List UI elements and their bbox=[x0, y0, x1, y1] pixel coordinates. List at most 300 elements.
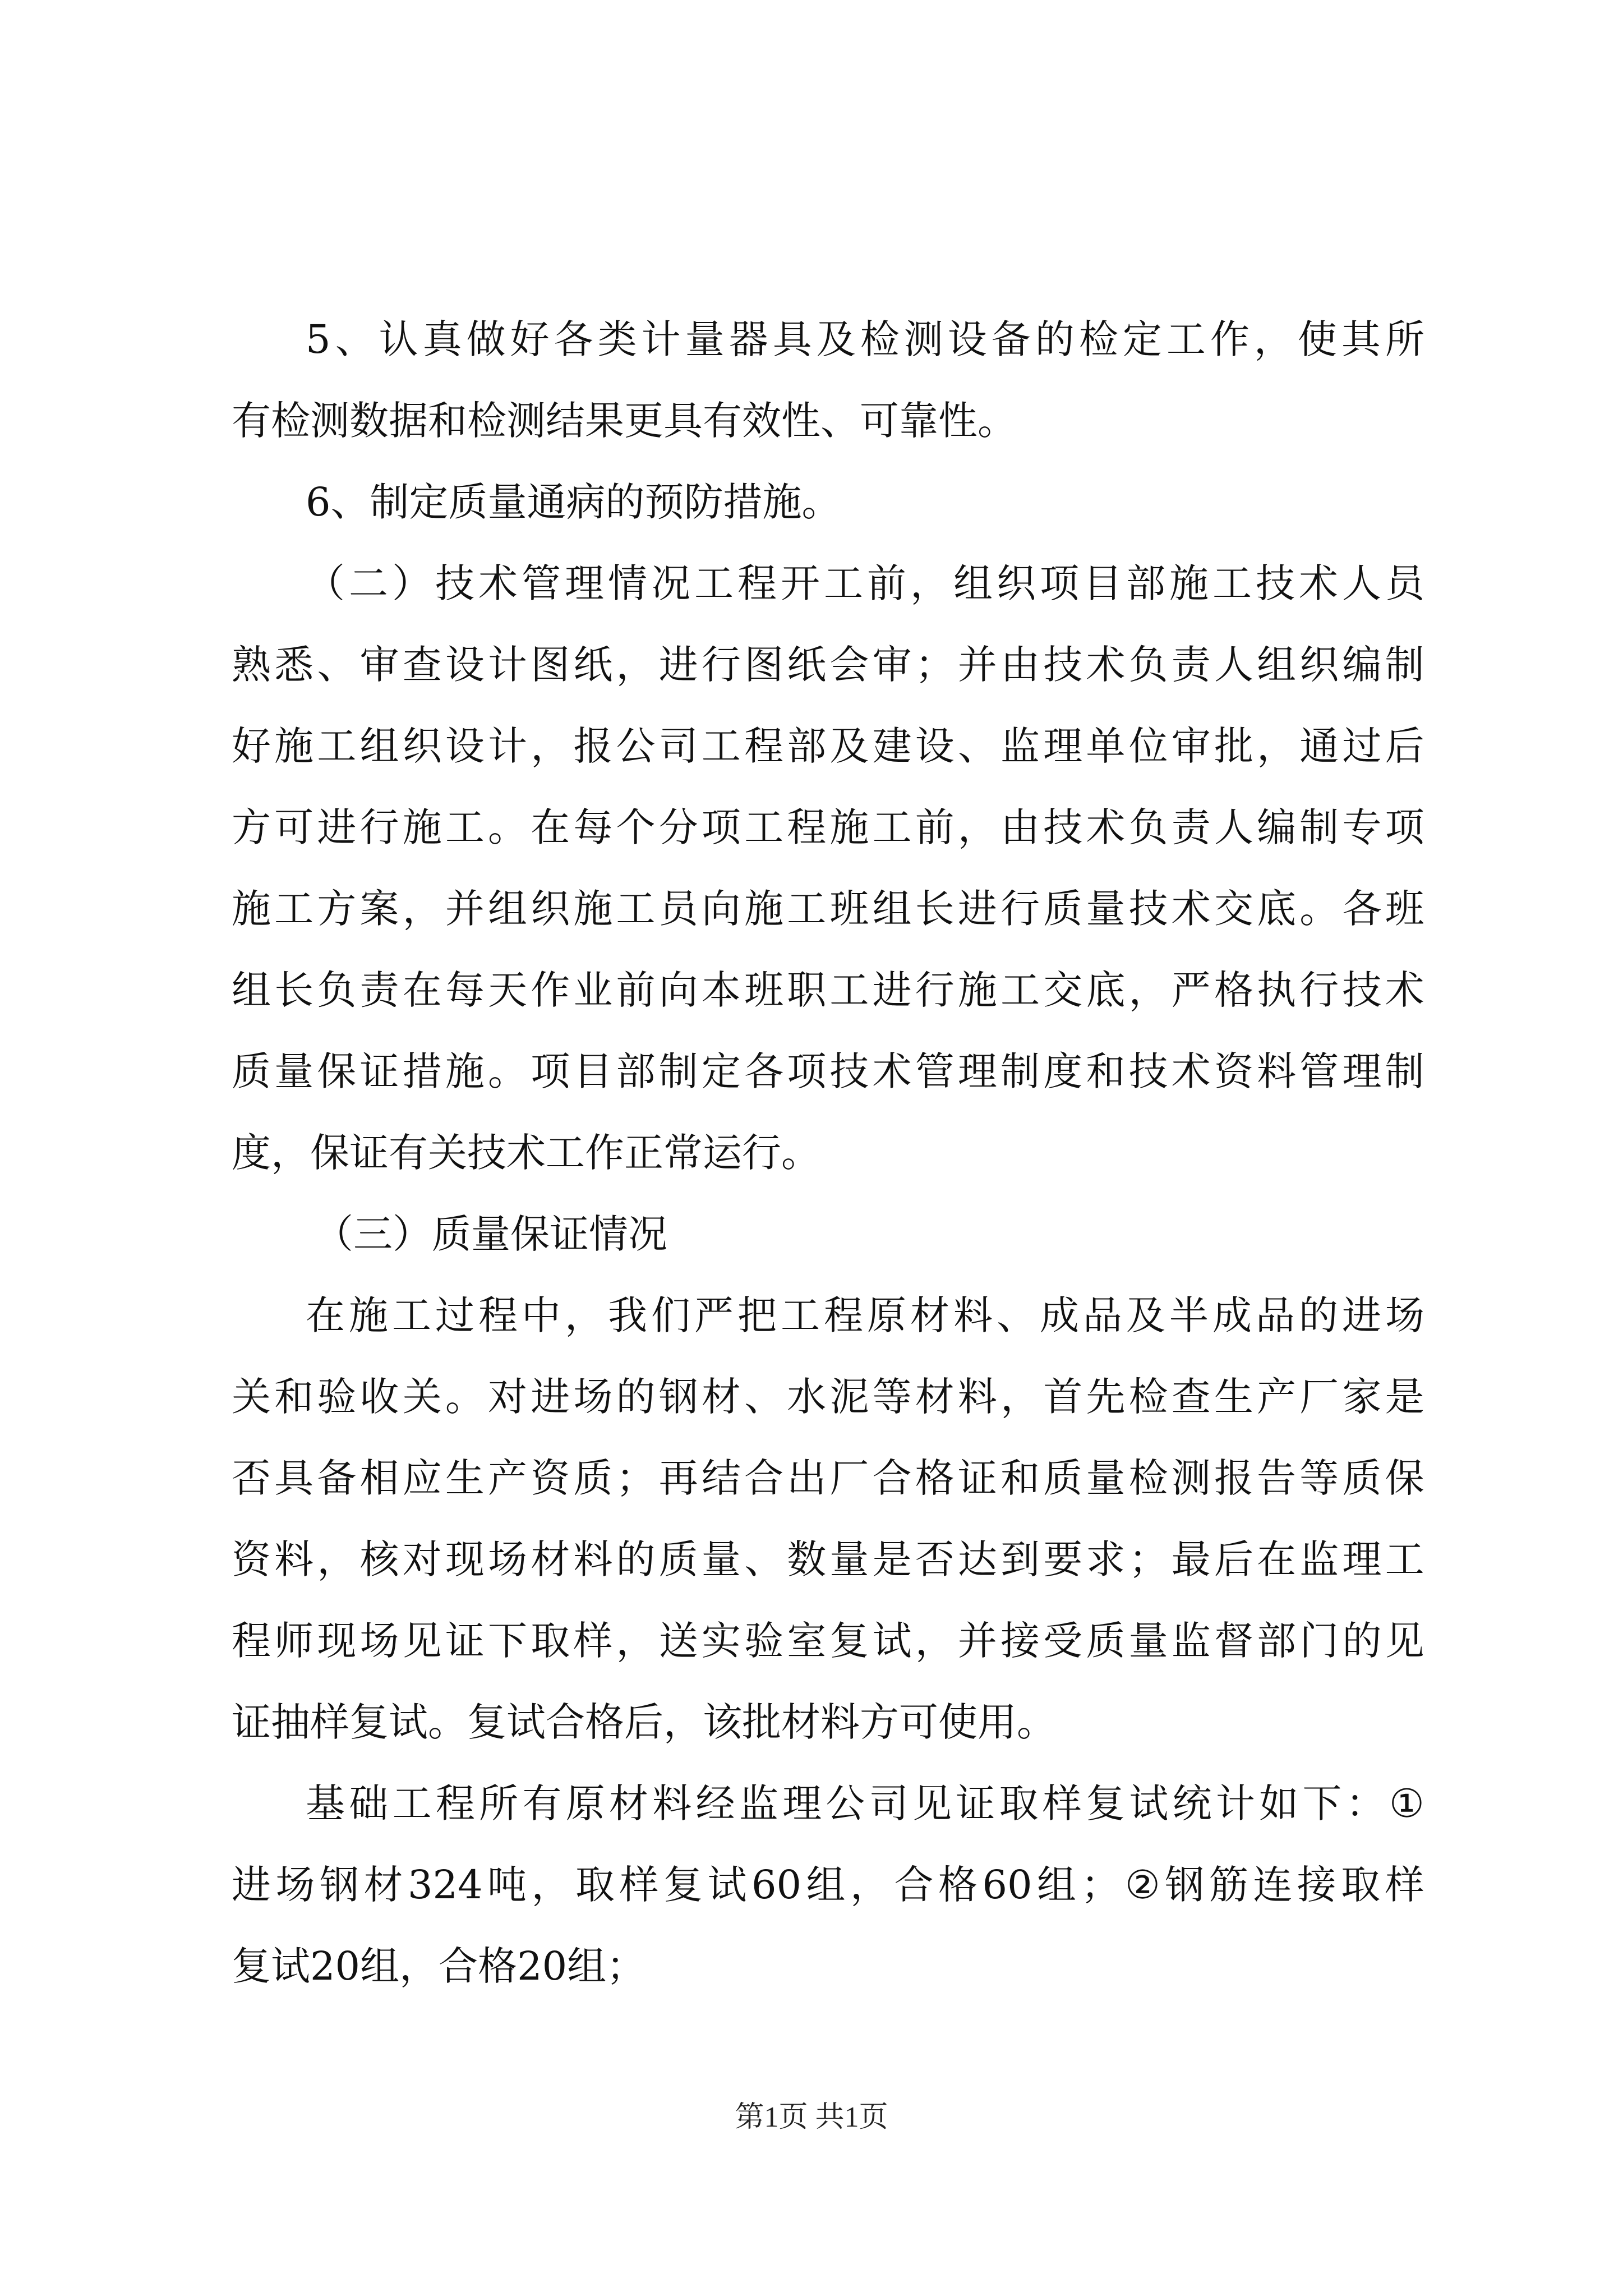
glyph: 试 bbox=[1129, 1780, 1169, 1826]
glyph: 理 bbox=[957, 1048, 997, 1094]
glyph: 建 bbox=[872, 723, 912, 769]
glyph: 设 bbox=[445, 723, 485, 769]
glyph: 。 bbox=[1299, 886, 1339, 932]
glyph: 连 bbox=[1253, 1862, 1293, 1908]
glyph: 否 bbox=[915, 1536, 955, 1582]
glyph: ， bbox=[616, 1618, 656, 1664]
glyph: 证 bbox=[359, 1048, 399, 1094]
glyph: ② bbox=[1124, 1862, 1160, 1908]
glyph: 工 bbox=[1212, 560, 1252, 606]
glyph: 施 bbox=[957, 967, 997, 1013]
glyph: 术 bbox=[1171, 1048, 1211, 1094]
glyph: 及 bbox=[1126, 1292, 1165, 1338]
glyph: 原 bbox=[867, 1292, 906, 1338]
glyph: 施 bbox=[402, 804, 442, 850]
glyph: 部 bbox=[616, 1048, 656, 1094]
glyph: 收 bbox=[359, 1374, 399, 1420]
glyph: 天 bbox=[488, 967, 528, 1013]
glyph: 检 bbox=[1128, 1374, 1168, 1420]
glyph: 管 bbox=[1299, 1048, 1339, 1094]
glyph: 理 bbox=[1043, 723, 1083, 769]
glyph: ， bbox=[531, 1862, 571, 1908]
text-line bbox=[232, 1029, 1424, 1114]
glyph: 核 bbox=[359, 1536, 399, 1582]
glyph: 组 bbox=[953, 560, 993, 606]
glyph: 如 bbox=[1259, 1780, 1299, 1826]
glyph: 量 bbox=[274, 1048, 314, 1094]
glyph: 样 bbox=[1385, 1862, 1424, 1908]
glyph: 织 bbox=[997, 560, 1036, 606]
glyph: 格 bbox=[938, 1862, 978, 1908]
glyph: 器 bbox=[728, 316, 768, 362]
text-line bbox=[232, 785, 1424, 869]
glyph: 泥 bbox=[829, 1374, 869, 1420]
glyph: ； bbox=[1128, 1536, 1168, 1582]
glyph: 的 bbox=[616, 1536, 656, 1582]
glyph: 应 bbox=[402, 1455, 442, 1501]
glyph: 制 bbox=[1000, 1048, 1040, 1094]
glyph: 60 bbox=[982, 1862, 1032, 1908]
glyph: 格 bbox=[1214, 967, 1253, 1013]
glyph: 查 bbox=[1171, 1374, 1211, 1420]
glyph: 组 bbox=[872, 886, 912, 932]
glyph: 相 bbox=[359, 1455, 399, 1501]
glyph: 程 bbox=[744, 723, 784, 769]
glyph: 工 bbox=[701, 723, 741, 769]
glyph: 监 bbox=[1299, 1536, 1339, 1582]
glyph: 量 bbox=[1086, 1455, 1126, 1501]
glyph: 程 bbox=[787, 804, 827, 850]
glyph: 单 bbox=[1086, 723, 1126, 769]
glyph: 取 bbox=[531, 1618, 570, 1664]
glyph: 。 bbox=[445, 1374, 485, 1420]
glyph: 求 bbox=[1086, 1536, 1126, 1582]
glyph: 要 bbox=[1043, 1536, 1083, 1582]
glyph: 由 bbox=[1000, 804, 1040, 850]
glyph: 格 bbox=[915, 1455, 955, 1501]
glyph: 工 bbox=[872, 804, 912, 850]
glyph: 材 bbox=[363, 1862, 403, 1908]
glyph: 钢 bbox=[658, 1374, 698, 1420]
glyph: 技 bbox=[1128, 1048, 1168, 1094]
glyph: ， bbox=[531, 723, 570, 769]
glyph: 业 bbox=[573, 967, 613, 1013]
glyph: 工 bbox=[1000, 967, 1040, 1013]
glyph: 可 bbox=[274, 804, 314, 850]
glyph: 测 bbox=[1171, 1455, 1211, 1501]
glyph: 在 bbox=[531, 804, 570, 850]
glyph: 司 bbox=[658, 723, 698, 769]
glyph: 生 bbox=[445, 1455, 485, 1501]
glyph: 认 bbox=[379, 316, 418, 362]
glyph: 员 bbox=[1385, 560, 1424, 606]
glyph: 组 bbox=[1037, 1862, 1076, 1908]
glyph: 术 bbox=[1171, 886, 1211, 932]
glyph: 过 bbox=[1342, 723, 1382, 769]
glyph: 责 bbox=[1171, 804, 1211, 850]
glyph: 通 bbox=[1299, 723, 1339, 769]
glyph: 样 bbox=[573, 1618, 613, 1664]
glyph: 试 bbox=[707, 1862, 747, 1908]
glyph: 接 bbox=[1000, 1618, 1040, 1664]
glyph: 定 bbox=[701, 1048, 741, 1094]
glyph: 组 bbox=[806, 1862, 846, 1908]
glyph: 术 bbox=[1086, 804, 1126, 850]
glyph: 检 bbox=[1128, 1455, 1168, 1501]
glyph: 计 bbox=[641, 316, 681, 362]
glyph: 制 bbox=[1385, 642, 1424, 688]
glyph: 由 bbox=[1000, 642, 1040, 688]
glyph: 、 bbox=[335, 316, 375, 362]
glyph: 取 bbox=[575, 1862, 615, 1908]
glyph: 纸 bbox=[787, 642, 827, 688]
glyph: 进 bbox=[232, 1862, 271, 1908]
glyph: 下 bbox=[1302, 1780, 1342, 1826]
glyph: 并 bbox=[445, 886, 485, 932]
glyph: 证 bbox=[445, 1618, 485, 1664]
glyph: ） bbox=[392, 560, 431, 606]
glyph: 质 bbox=[232, 1048, 271, 1094]
glyph: 本 bbox=[701, 967, 741, 1013]
glyph: 向 bbox=[701, 886, 741, 932]
glyph: 试 bbox=[872, 1618, 912, 1664]
glyph: 进 bbox=[317, 804, 357, 850]
glyph: 的 bbox=[1035, 316, 1075, 362]
text-line: 度，保证有关技术工作正常运行。 bbox=[232, 1130, 820, 1176]
glyph: 底 bbox=[1086, 967, 1126, 1013]
glyph: 和 bbox=[1086, 1048, 1126, 1094]
glyph: 监 bbox=[1000, 723, 1040, 769]
glyph: 、 bbox=[957, 723, 997, 769]
glyph: 况 bbox=[651, 560, 690, 606]
glyph: 现 bbox=[317, 1618, 357, 1664]
text-line: 有检测数据和检测结果更具有效性、可靠性。 bbox=[232, 398, 1017, 444]
glyph: 好 bbox=[232, 723, 271, 769]
glyph: 把 bbox=[737, 1292, 777, 1338]
glyph: 下 bbox=[488, 1618, 528, 1664]
glyph: 分 bbox=[658, 804, 698, 850]
glyph: 部 bbox=[787, 723, 827, 769]
glyph: 工 bbox=[445, 804, 485, 850]
glyph: 设 bbox=[947, 316, 987, 362]
glyph: 管 bbox=[915, 1048, 955, 1094]
glyph: 的 bbox=[1299, 1292, 1338, 1338]
glyph: 监 bbox=[739, 1780, 778, 1826]
glyph: 计 bbox=[1215, 1780, 1255, 1826]
glyph: 项 bbox=[787, 1048, 827, 1094]
glyph: 人 bbox=[1214, 804, 1253, 850]
glyph: 并 bbox=[957, 642, 997, 688]
glyph: 量 bbox=[829, 1536, 869, 1582]
glyph: 资 bbox=[531, 1455, 570, 1501]
glyph: 复 bbox=[1086, 1780, 1126, 1826]
glyph: 施 bbox=[274, 723, 314, 769]
glyph: 材 bbox=[915, 1374, 955, 1420]
glyph: 材 bbox=[701, 1374, 741, 1420]
glyph: 首 bbox=[1043, 1374, 1083, 1420]
glyph: 项 bbox=[1040, 560, 1079, 606]
glyph: 理 bbox=[565, 560, 604, 606]
glyph: 受 bbox=[1043, 1618, 1083, 1664]
glyph: 设 bbox=[445, 642, 485, 688]
glyph: 后 bbox=[1385, 723, 1424, 769]
text-line bbox=[306, 1273, 1424, 1358]
glyph: 原 bbox=[565, 1780, 605, 1826]
glyph: 组 bbox=[232, 967, 271, 1013]
glyph: 底 bbox=[1257, 886, 1297, 932]
glyph: 场 bbox=[359, 1618, 399, 1664]
glyph: 交 bbox=[1043, 967, 1083, 1013]
glyph: 职 bbox=[787, 967, 827, 1013]
glyph: ① bbox=[1389, 1780, 1424, 1826]
glyph: 行 bbox=[915, 967, 955, 1013]
glyph: 好 bbox=[510, 316, 550, 362]
glyph: 图 bbox=[531, 642, 570, 688]
glyph: 实 bbox=[701, 1618, 741, 1664]
glyph: 术 bbox=[872, 1048, 912, 1094]
glyph: 个 bbox=[616, 804, 656, 850]
glyph: 管 bbox=[522, 560, 561, 606]
glyph: ： bbox=[1345, 1780, 1385, 1826]
glyph: 部 bbox=[1257, 1618, 1297, 1664]
glyph: 进 bbox=[872, 967, 912, 1013]
glyph: 门 bbox=[1299, 1618, 1339, 1664]
glyph: 其 bbox=[1341, 316, 1381, 362]
glyph: 工 bbox=[1385, 1536, 1424, 1582]
glyph: 过 bbox=[435, 1292, 474, 1338]
glyph: 熟 bbox=[232, 642, 271, 688]
glyph: 备 bbox=[991, 316, 1031, 362]
glyph: 关 bbox=[402, 1374, 442, 1420]
glyph: 员 bbox=[658, 886, 698, 932]
glyph: 行 bbox=[1000, 886, 1040, 932]
glyph: 施 bbox=[744, 886, 784, 932]
glyph: 行 bbox=[701, 642, 741, 688]
glyph: 保 bbox=[1385, 1455, 1424, 1501]
glyph: 纸 bbox=[573, 642, 613, 688]
glyph: 的 bbox=[616, 1374, 656, 1420]
glyph: ， bbox=[850, 1862, 889, 1908]
glyph: 进 bbox=[531, 1374, 570, 1420]
text-line: 证抽样复试。复试合格后，该批材料方可使用。 bbox=[232, 1699, 1056, 1745]
glyph: 量 bbox=[685, 316, 725, 362]
glyph: 见 bbox=[912, 1780, 952, 1826]
glyph: 质 bbox=[1043, 886, 1083, 932]
glyph: 技 bbox=[829, 1048, 869, 1094]
glyph: 品 bbox=[1256, 1292, 1295, 1338]
glyph: 织 bbox=[402, 723, 442, 769]
glyph: 长 bbox=[915, 886, 955, 932]
glyph: 师 bbox=[274, 1618, 314, 1664]
glyph: 定 bbox=[1122, 316, 1162, 362]
glyph: ， bbox=[616, 642, 656, 688]
glyph: 钢 bbox=[319, 1862, 359, 1908]
glyph: 验 bbox=[317, 1374, 357, 1420]
glyph: 班 bbox=[829, 886, 869, 932]
glyph: 制 bbox=[1385, 1048, 1424, 1094]
glyph: 场 bbox=[573, 1374, 613, 1420]
glyph: ， bbox=[565, 1292, 604, 1338]
text-line bbox=[232, 1436, 1424, 1520]
glyph: 向 bbox=[658, 967, 698, 1013]
glyph: 进 bbox=[1342, 1292, 1381, 1338]
glyph: 行 bbox=[359, 804, 399, 850]
glyph: ， bbox=[1000, 1374, 1040, 1420]
glyph: 案 bbox=[359, 886, 399, 932]
glyph: 严 bbox=[1171, 967, 1211, 1013]
glyph: ， bbox=[957, 804, 997, 850]
glyph: 并 bbox=[957, 1618, 997, 1664]
glyph: 场 bbox=[275, 1862, 315, 1908]
text-line bbox=[306, 1761, 1424, 1846]
glyph: 施 bbox=[349, 1292, 388, 1338]
text-line: 复试20组，合格20组； bbox=[232, 1943, 646, 1989]
glyph: 真 bbox=[422, 316, 462, 362]
glyph: 量 bbox=[701, 1536, 741, 1582]
glyph: 基 bbox=[306, 1780, 345, 1826]
glyph: 接 bbox=[1297, 1862, 1336, 1908]
glyph: ， bbox=[915, 1618, 955, 1664]
glyph: 工 bbox=[274, 886, 314, 932]
glyph: 再 bbox=[658, 1455, 698, 1501]
glyph: 生 bbox=[1214, 1374, 1253, 1420]
glyph: 是 bbox=[872, 1536, 912, 1582]
glyph: 方 bbox=[317, 886, 357, 932]
glyph: 工 bbox=[744, 804, 784, 850]
glyph: 组 bbox=[359, 723, 399, 769]
text-line bbox=[232, 623, 1424, 707]
text-line: 6、制定质量通病的预防措施。 bbox=[306, 479, 841, 525]
glyph: 半 bbox=[1169, 1292, 1209, 1338]
glyph: 先 bbox=[1086, 1374, 1126, 1420]
glyph: 设 bbox=[915, 723, 955, 769]
glyph: 筋 bbox=[1209, 1862, 1248, 1908]
glyph: 我 bbox=[608, 1292, 647, 1338]
glyph: 质 bbox=[1342, 1455, 1382, 1501]
glyph: 见 bbox=[402, 1618, 442, 1664]
glyph: 钢 bbox=[1165, 1862, 1205, 1908]
glyph: 审 bbox=[1171, 723, 1211, 769]
glyph: 取 bbox=[1341, 1862, 1381, 1908]
glyph: 作 bbox=[1210, 316, 1249, 362]
glyph: 进 bbox=[957, 886, 997, 932]
glyph: 合 bbox=[894, 1862, 934, 1908]
glyph: 使 bbox=[1297, 316, 1337, 362]
glyph: 行 bbox=[1299, 967, 1339, 1013]
glyph: 二 bbox=[349, 560, 388, 606]
text-line bbox=[232, 867, 1424, 951]
glyph: 项 bbox=[531, 1048, 570, 1094]
page-footer: 第1页 共1页 bbox=[735, 2101, 888, 2133]
glyph: 备 bbox=[317, 1455, 357, 1501]
glyph: 在 bbox=[402, 967, 442, 1013]
glyph: 报 bbox=[1214, 1455, 1253, 1501]
glyph: 交 bbox=[1214, 886, 1253, 932]
glyph: 成 bbox=[1040, 1292, 1079, 1338]
glyph: 制 bbox=[1299, 804, 1339, 850]
glyph: 班 bbox=[1385, 886, 1424, 932]
glyph: 质 bbox=[1086, 1618, 1126, 1664]
glyph: 作 bbox=[531, 967, 570, 1013]
glyph: 各 bbox=[744, 1048, 784, 1094]
glyph: 品 bbox=[1083, 1292, 1122, 1338]
glyph: 项 bbox=[1385, 804, 1424, 850]
glyph: ， bbox=[402, 886, 442, 932]
glyph: 做 bbox=[466, 316, 506, 362]
glyph: 技 bbox=[1128, 886, 1168, 932]
glyph: 合 bbox=[744, 1455, 784, 1501]
glyph: 证 bbox=[957, 1455, 997, 1501]
glyph: 关 bbox=[232, 1374, 271, 1420]
glyph: 程 bbox=[824, 1292, 863, 1338]
glyph: 长 bbox=[274, 967, 314, 1013]
glyph: 措 bbox=[402, 1048, 442, 1094]
glyph: 技 bbox=[1342, 967, 1382, 1013]
glyph: 出 bbox=[787, 1455, 827, 1501]
glyph: 各 bbox=[1342, 886, 1382, 932]
glyph: 责 bbox=[1171, 642, 1211, 688]
glyph: 织 bbox=[531, 886, 570, 932]
glyph: 会 bbox=[829, 642, 869, 688]
glyph: 公 bbox=[826, 1780, 865, 1826]
glyph: 、 bbox=[317, 642, 357, 688]
glyph: 所 bbox=[1385, 316, 1424, 362]
glyph: 开 bbox=[781, 560, 820, 606]
glyph: 60 bbox=[751, 1862, 802, 1908]
glyph: 程 bbox=[232, 1618, 271, 1664]
glyph: 工 bbox=[616, 886, 656, 932]
glyph: ， bbox=[910, 560, 949, 606]
glyph: 取 bbox=[999, 1780, 1039, 1826]
glyph: 及 bbox=[816, 316, 856, 362]
glyph: 经 bbox=[695, 1780, 735, 1826]
glyph: 工 bbox=[829, 967, 869, 1013]
glyph: 具 bbox=[772, 316, 812, 362]
glyph: 料 bbox=[1257, 1048, 1297, 1094]
glyph: 和 bbox=[1000, 1455, 1040, 1501]
glyph: 、 bbox=[997, 1292, 1036, 1338]
glyph: 班 bbox=[744, 967, 784, 1013]
glyph: 水 bbox=[787, 1374, 827, 1420]
glyph: 公 bbox=[616, 723, 656, 769]
glyph: 工 bbox=[781, 1292, 820, 1338]
glyph: 厂 bbox=[829, 1455, 869, 1501]
glyph: 料 bbox=[953, 1292, 993, 1338]
glyph: 施 bbox=[1169, 560, 1209, 606]
glyph: 情 bbox=[608, 560, 647, 606]
glyph: 场 bbox=[488, 1536, 528, 1582]
glyph: 的 bbox=[1342, 1618, 1382, 1664]
text-line bbox=[306, 297, 1424, 381]
glyph: 告 bbox=[1257, 1455, 1297, 1501]
glyph: 料 bbox=[274, 1536, 314, 1582]
glyph: 程 bbox=[435, 1780, 475, 1826]
glyph: 保 bbox=[317, 1048, 357, 1094]
glyph: 送 bbox=[658, 1618, 698, 1664]
text-line bbox=[232, 1355, 1424, 1439]
glyph: 进 bbox=[658, 642, 698, 688]
glyph: 在 bbox=[1257, 1536, 1297, 1582]
glyph: 料 bbox=[573, 1536, 613, 1582]
glyph: 产 bbox=[1257, 1374, 1297, 1420]
text-line bbox=[232, 704, 1424, 788]
glyph: 人 bbox=[1214, 642, 1253, 688]
glyph: 组 bbox=[488, 886, 528, 932]
glyph: 目 bbox=[1083, 560, 1122, 606]
glyph: 结 bbox=[701, 1455, 741, 1501]
glyph: 计 bbox=[488, 723, 528, 769]
glyph: 材 bbox=[608, 1780, 648, 1826]
